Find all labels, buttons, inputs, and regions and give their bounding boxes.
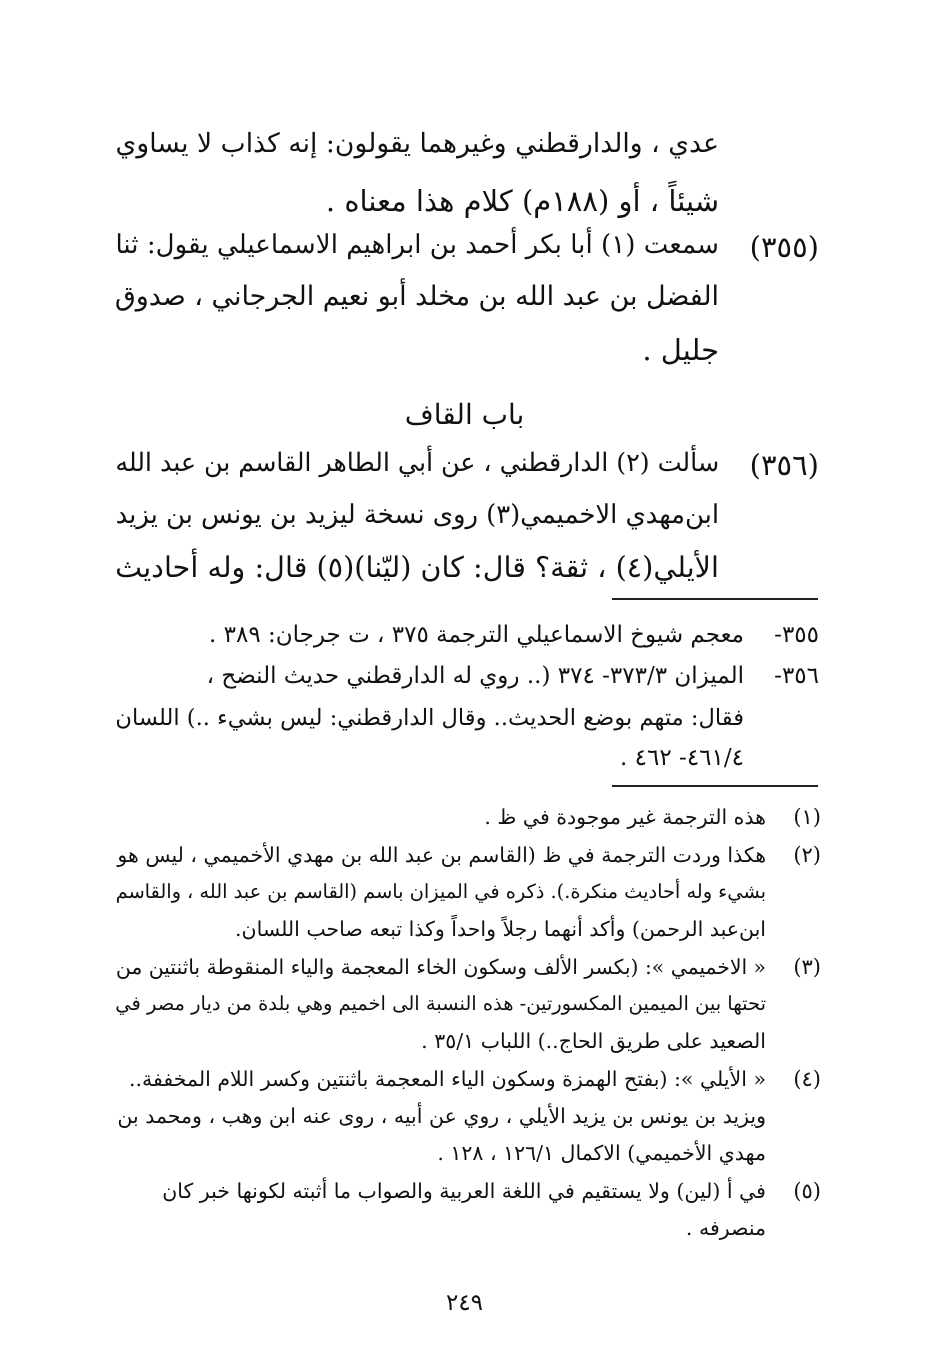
entry-355-line-1: سمعت (١) أبا بكر أحمد بن ابراهيم الاسماعيلي يقول: ثنا xyxy=(115,230,719,260)
entry-355-line-3: جليل . xyxy=(642,333,719,367)
intro-line-1: عدي ، والدارقطني وغيرهما يقولون: إنه كذاب لا يساوي xyxy=(115,128,719,159)
footnote-1-line-1: هذه الترجمة غير موجودة في ظ . xyxy=(484,805,766,829)
source-356-line-2: فقال: متهم بوضع الحديث.. وقال الدارقطني: ليس بشيء ..) اللسان xyxy=(115,705,744,731)
footnote-2-line-2: بشيء وله أحاديث منكرة.). ذكره في الميزان باسم (القاسم بن عبد الله ، والقاسم xyxy=(115,880,766,903)
footnote-3-number: (٣) xyxy=(793,955,821,979)
page-number: ٢٤٩ xyxy=(445,1290,484,1316)
footnote-3-line-1: « الاخميمي »: (بكسر الألف وسكون الخاء المعجمة والياء المنقوطة باثنتين من xyxy=(115,955,766,979)
footnote-4-line-1: « الأيلي »: (بفتح الهمزة وسكون الياء المعجمة باثنتين وكسر اللام المخففة.. xyxy=(129,1067,766,1091)
source-355-line-1: معجم شيوخ الاسماعيلي الترجمة ٣٧٥ ، ت جرجان: ٣٨٩ . xyxy=(208,622,744,648)
source-356-number: ٣٥٦- xyxy=(774,663,819,689)
footnote-2-number: (٢) xyxy=(793,843,821,867)
footnote-2-line-1: هكذا وردت الترجمة في ظ (القاسم بن عبد الله بن مهدي الأخميمي ، ليس هو xyxy=(117,843,766,867)
footnote-divider xyxy=(612,785,818,787)
intro-line-2: شيئاً ، أو (١٨٨م) كلام هذا معناه . xyxy=(325,184,719,218)
footnote-5-number: (٥) xyxy=(793,1179,821,1203)
footnote-2-line-3: ابن‌عبد الرحمن) وأكد أنهما رجلاً واحداً وكذا تبعه صاحب اللسان. xyxy=(235,917,766,941)
entry-356-line-3: الأيلي(٤) ، ثقة؟ قال: كان (ليّنا)(٥) قال: وله أحاديث xyxy=(115,550,719,584)
footnote-4-line-2: ويزيد بن يونس بن يزيد الأيلي ، روي عن أبيه ، روى عنه ابن وهب ، ومحمد بن xyxy=(117,1104,766,1128)
footnote-5-line-2: منصرفه . xyxy=(685,1216,766,1240)
entry-355-number: (٣٥٥) xyxy=(749,230,819,264)
source-356-line-3: ٤٦١/٤- ٤٦٢ . xyxy=(620,745,744,771)
entry-355-line-2: الفضل بن عبد الله بن مخلد أبو نعيم الجرجاني ، صدوق xyxy=(114,281,719,312)
footnote-4-number: (٤) xyxy=(793,1067,821,1091)
footnote-3-line-2: تحتها بين الميمين المكسورتين- هذه النسبة الى اخميم وهي بلدة من ديار مصر في xyxy=(115,992,766,1015)
entry-356-number: (٣٥٦) xyxy=(749,448,819,482)
source-divider xyxy=(612,598,818,600)
entry-356-line-2: ابن‌مهدي الاخميمي(٣) روى نسخة ليزيد بن يونس بن يزيد xyxy=(115,500,719,530)
source-355-number: ٣٥٥- xyxy=(774,622,819,648)
entry-356-line-1: سألت (٢) الدارقطني ، عن أبي الطاهر القاسم بن عبد الله xyxy=(115,448,719,477)
footnote-1-number: (١) xyxy=(793,805,821,829)
footnote-5-line-1: في أ (لين) ولا يستقيم في اللغة العربية والصواب ما أثبته لكونها خبر كان xyxy=(162,1179,766,1203)
footnote-4-line-3: مهدي الأخميمي) الاكمال ١٢٦/١ ، ١٢٨ . xyxy=(437,1141,766,1165)
section-heading: باب القاف xyxy=(404,398,525,431)
source-356-line-1: الميزان ٣٧٣/٣- ٣٧٤ (.. روي له الدارقطني حديث النضح ، xyxy=(206,663,744,689)
footnote-3-line-3: الصعيد على طريق الحاج..) اللباب ٣٥/١ . xyxy=(421,1029,766,1053)
